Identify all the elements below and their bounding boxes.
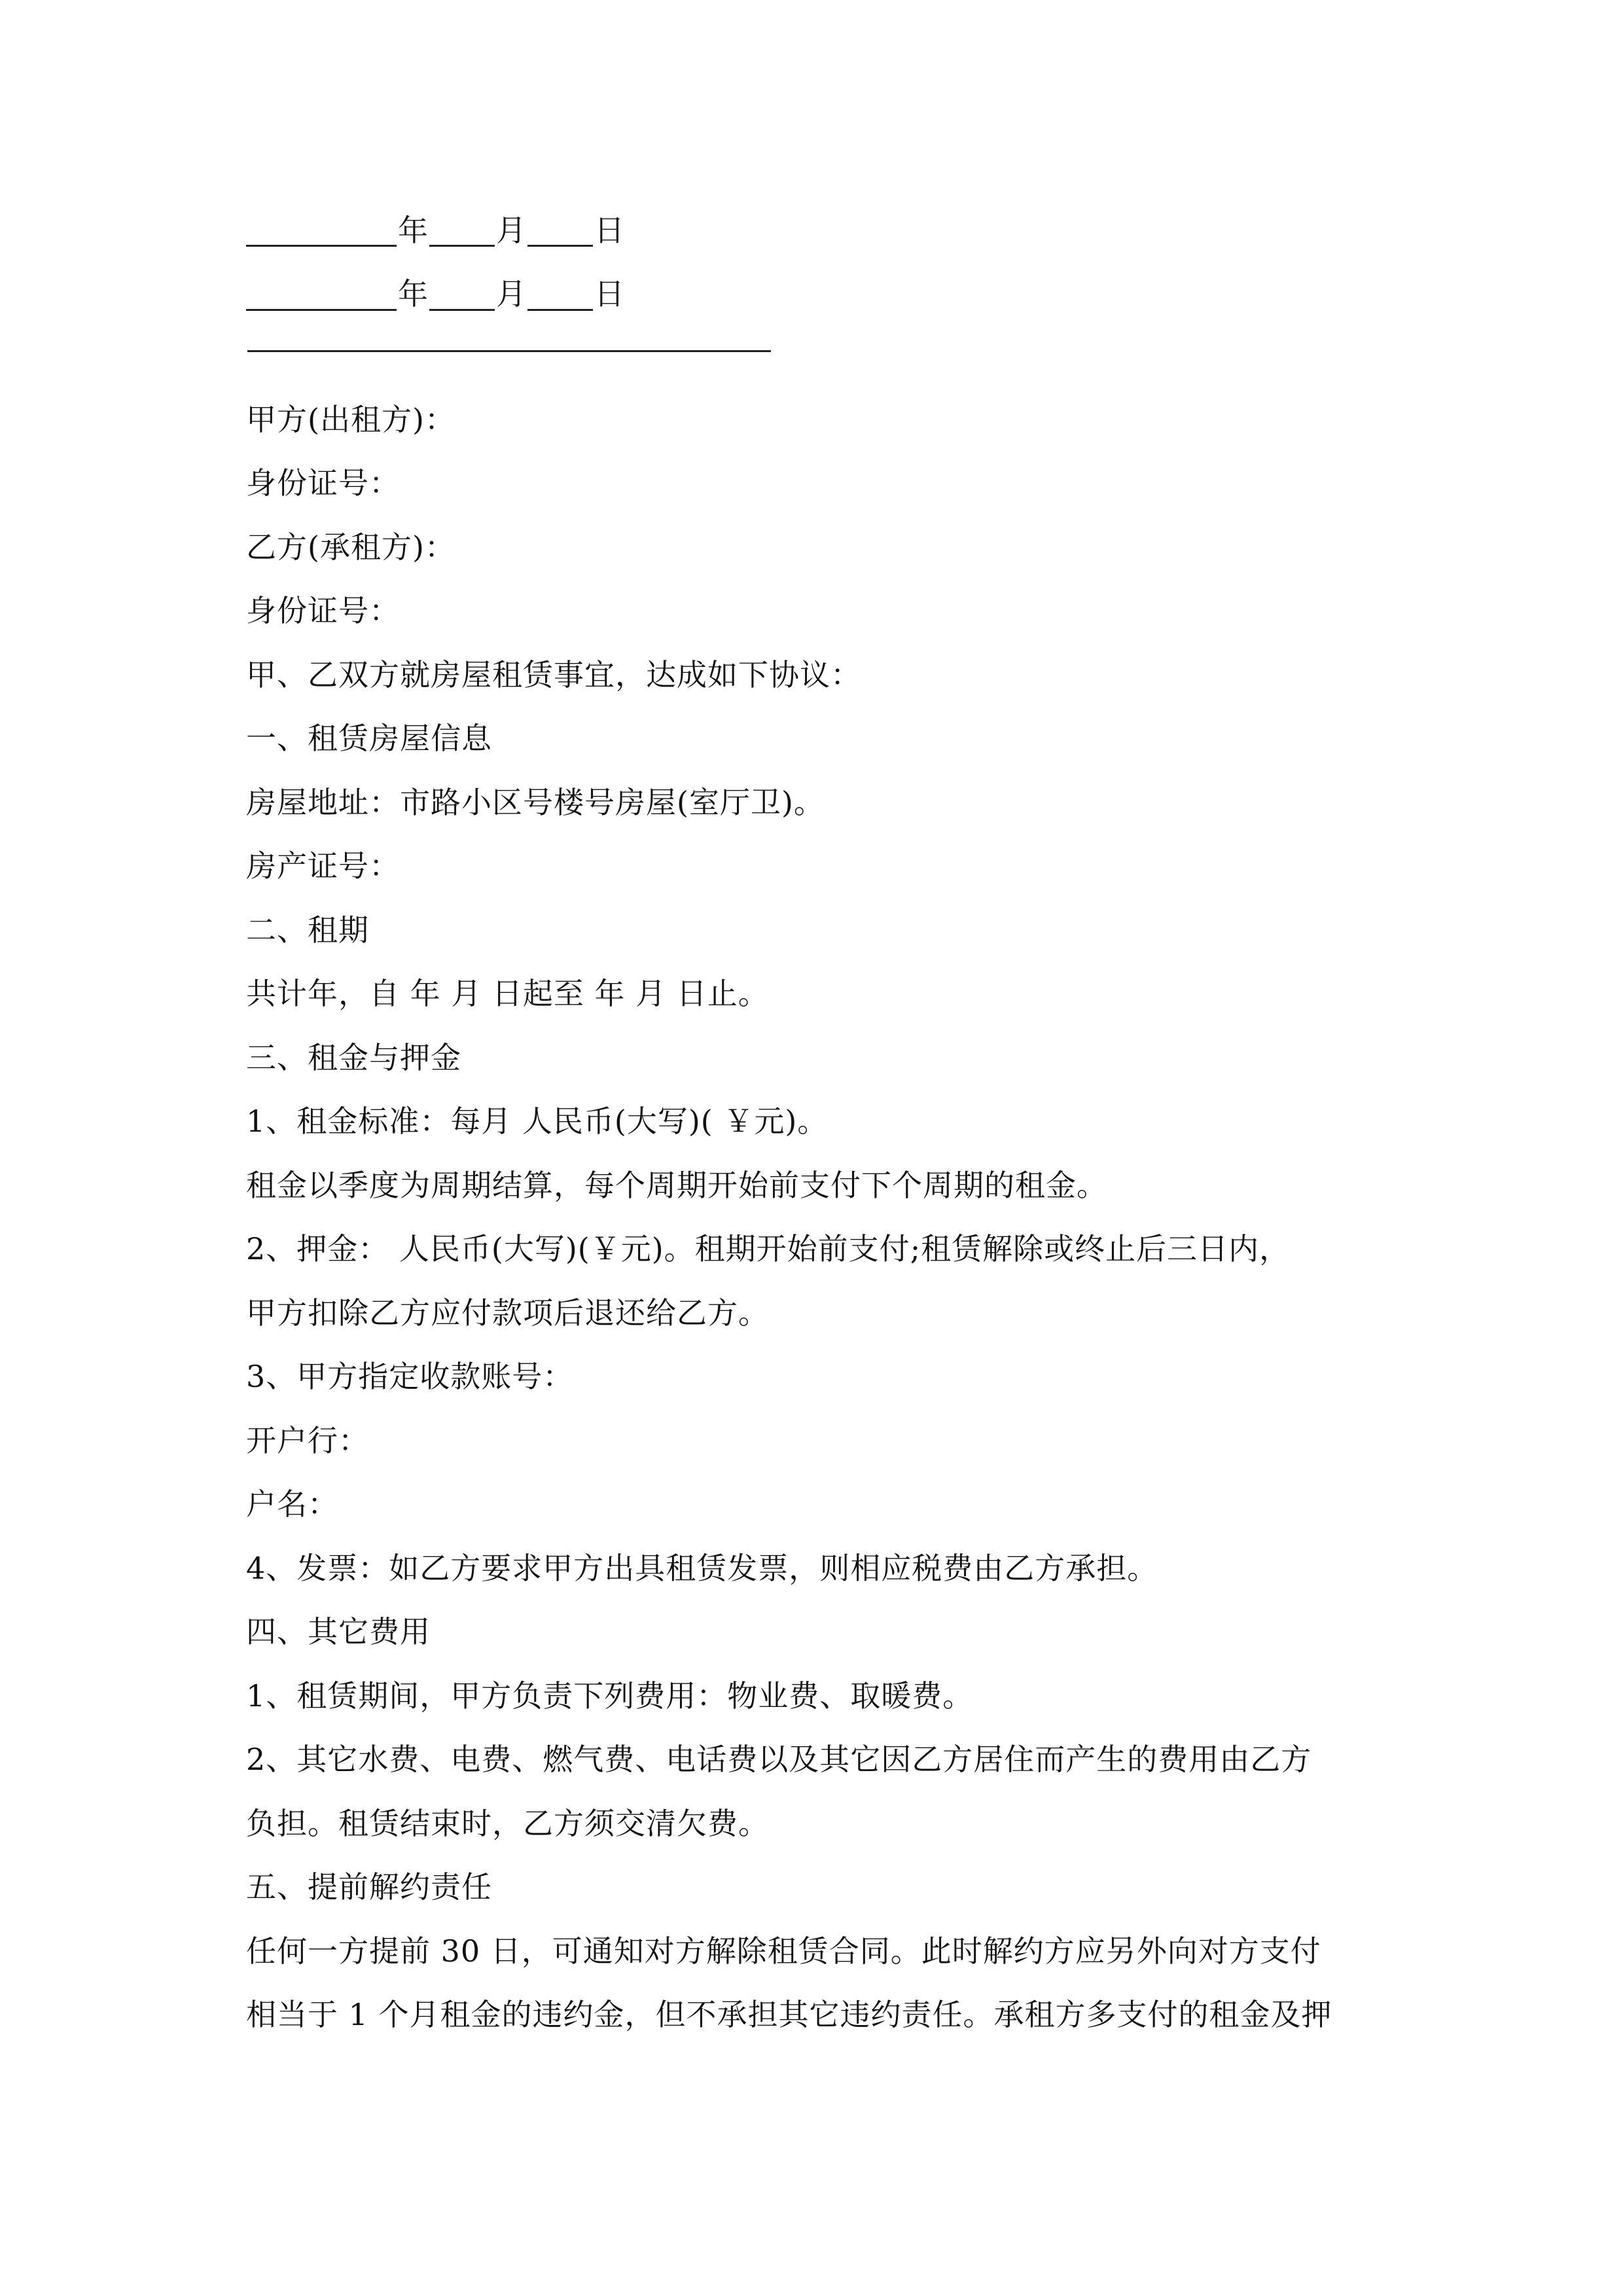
deposit-text-line-2: 甲方扣除乙方应付款项后退还给乙方。 (246, 1295, 769, 1331)
deposit-text-line-1: 2、押金： 人民币(大写)(￥元)。租期开始前支付;租赁解除或终止后三日内， (246, 1231, 1291, 1266)
party-b-label: 乙方(承租方)： (246, 529, 455, 565)
year-label: 年 (398, 212, 428, 248)
section-heading-4: 四、其它费用 (246, 1614, 431, 1649)
separator-rule (246, 324, 1388, 388)
party-a-id-label: 身份证号： (246, 465, 400, 501)
year-blank (246, 279, 397, 311)
month-blank (429, 215, 495, 247)
bank-label: 开户行： (246, 1422, 369, 1458)
lease-term-text: 共计年，自 年 月 日起至 年 月 日止。 (246, 976, 769, 1011)
year-label: 年 (398, 276, 428, 312)
party-a-label: 甲方(出租方)： (246, 401, 455, 437)
month-label: 月 (496, 276, 526, 312)
date-line-2 (246, 260, 1388, 325)
day-label: 日 (594, 276, 624, 312)
month-label: 月 (496, 212, 526, 248)
invoice-text: 4、发票：如乙方要求甲方出具租赁发票，则相应税费由乙方承担。 (246, 1550, 1158, 1586)
rent-settlement: 租金以季度为周期结算，每个周期开始前支付下个周期的租金。 (246, 1167, 1107, 1203)
property-address: 房屋地址：市路小区号楼号房屋(室厅卫)。 (246, 784, 825, 820)
day-blank (527, 279, 593, 311)
section-heading-3: 三、租金与押金 (246, 1039, 461, 1075)
early-termination-line-2: 相当于 1 个月租金的违约金，但不承担其它违约责任。承租方多支付的租金及押 (246, 1997, 1332, 2032)
rent-standard: 1、租金标准：每月 人民币(大写)( ￥元)。 (246, 1103, 829, 1139)
agreement-intro: 甲、乙双方就房屋租赁事宜，达成如下协议： (246, 656, 861, 692)
account-name-label: 户名： (246, 1486, 338, 1522)
section-heading-1: 一、租赁房屋信息 (246, 721, 492, 756)
separator-line (247, 350, 771, 352)
section-heading-5: 五、提前解约责任 (246, 1869, 492, 1905)
payment-account-label: 3、甲方指定收款账号： (246, 1359, 574, 1394)
early-termination-line-1: 任何一方提前 30 日，可通知对方解除租赁合同。此时解约方应另外向对方支付 (246, 1933, 1321, 1969)
month-blank (429, 279, 495, 311)
day-blank (527, 215, 593, 247)
date-line-1 (246, 196, 1388, 260)
section-heading-2: 二、租期 (246, 912, 369, 948)
property-certificate: 房产证号： (246, 848, 400, 884)
document-body (246, 196, 1388, 2047)
day-label: 日 (594, 212, 624, 248)
fees-tenant-line-2: 负担。租赁结束时，乙方须交清欠费。 (246, 1805, 769, 1841)
year-blank (246, 215, 397, 247)
fees-tenant-line-1: 2、其它水费、电费、燃气费、电话费以及其它因乙方居住而产生的费用由乙方 (246, 1742, 1312, 1777)
fees-landlord: 1、租赁期间，甲方负责下列费用：物业费、取暖费。 (246, 1677, 974, 1713)
party-b-id-label: 身份证号： (246, 593, 400, 628)
